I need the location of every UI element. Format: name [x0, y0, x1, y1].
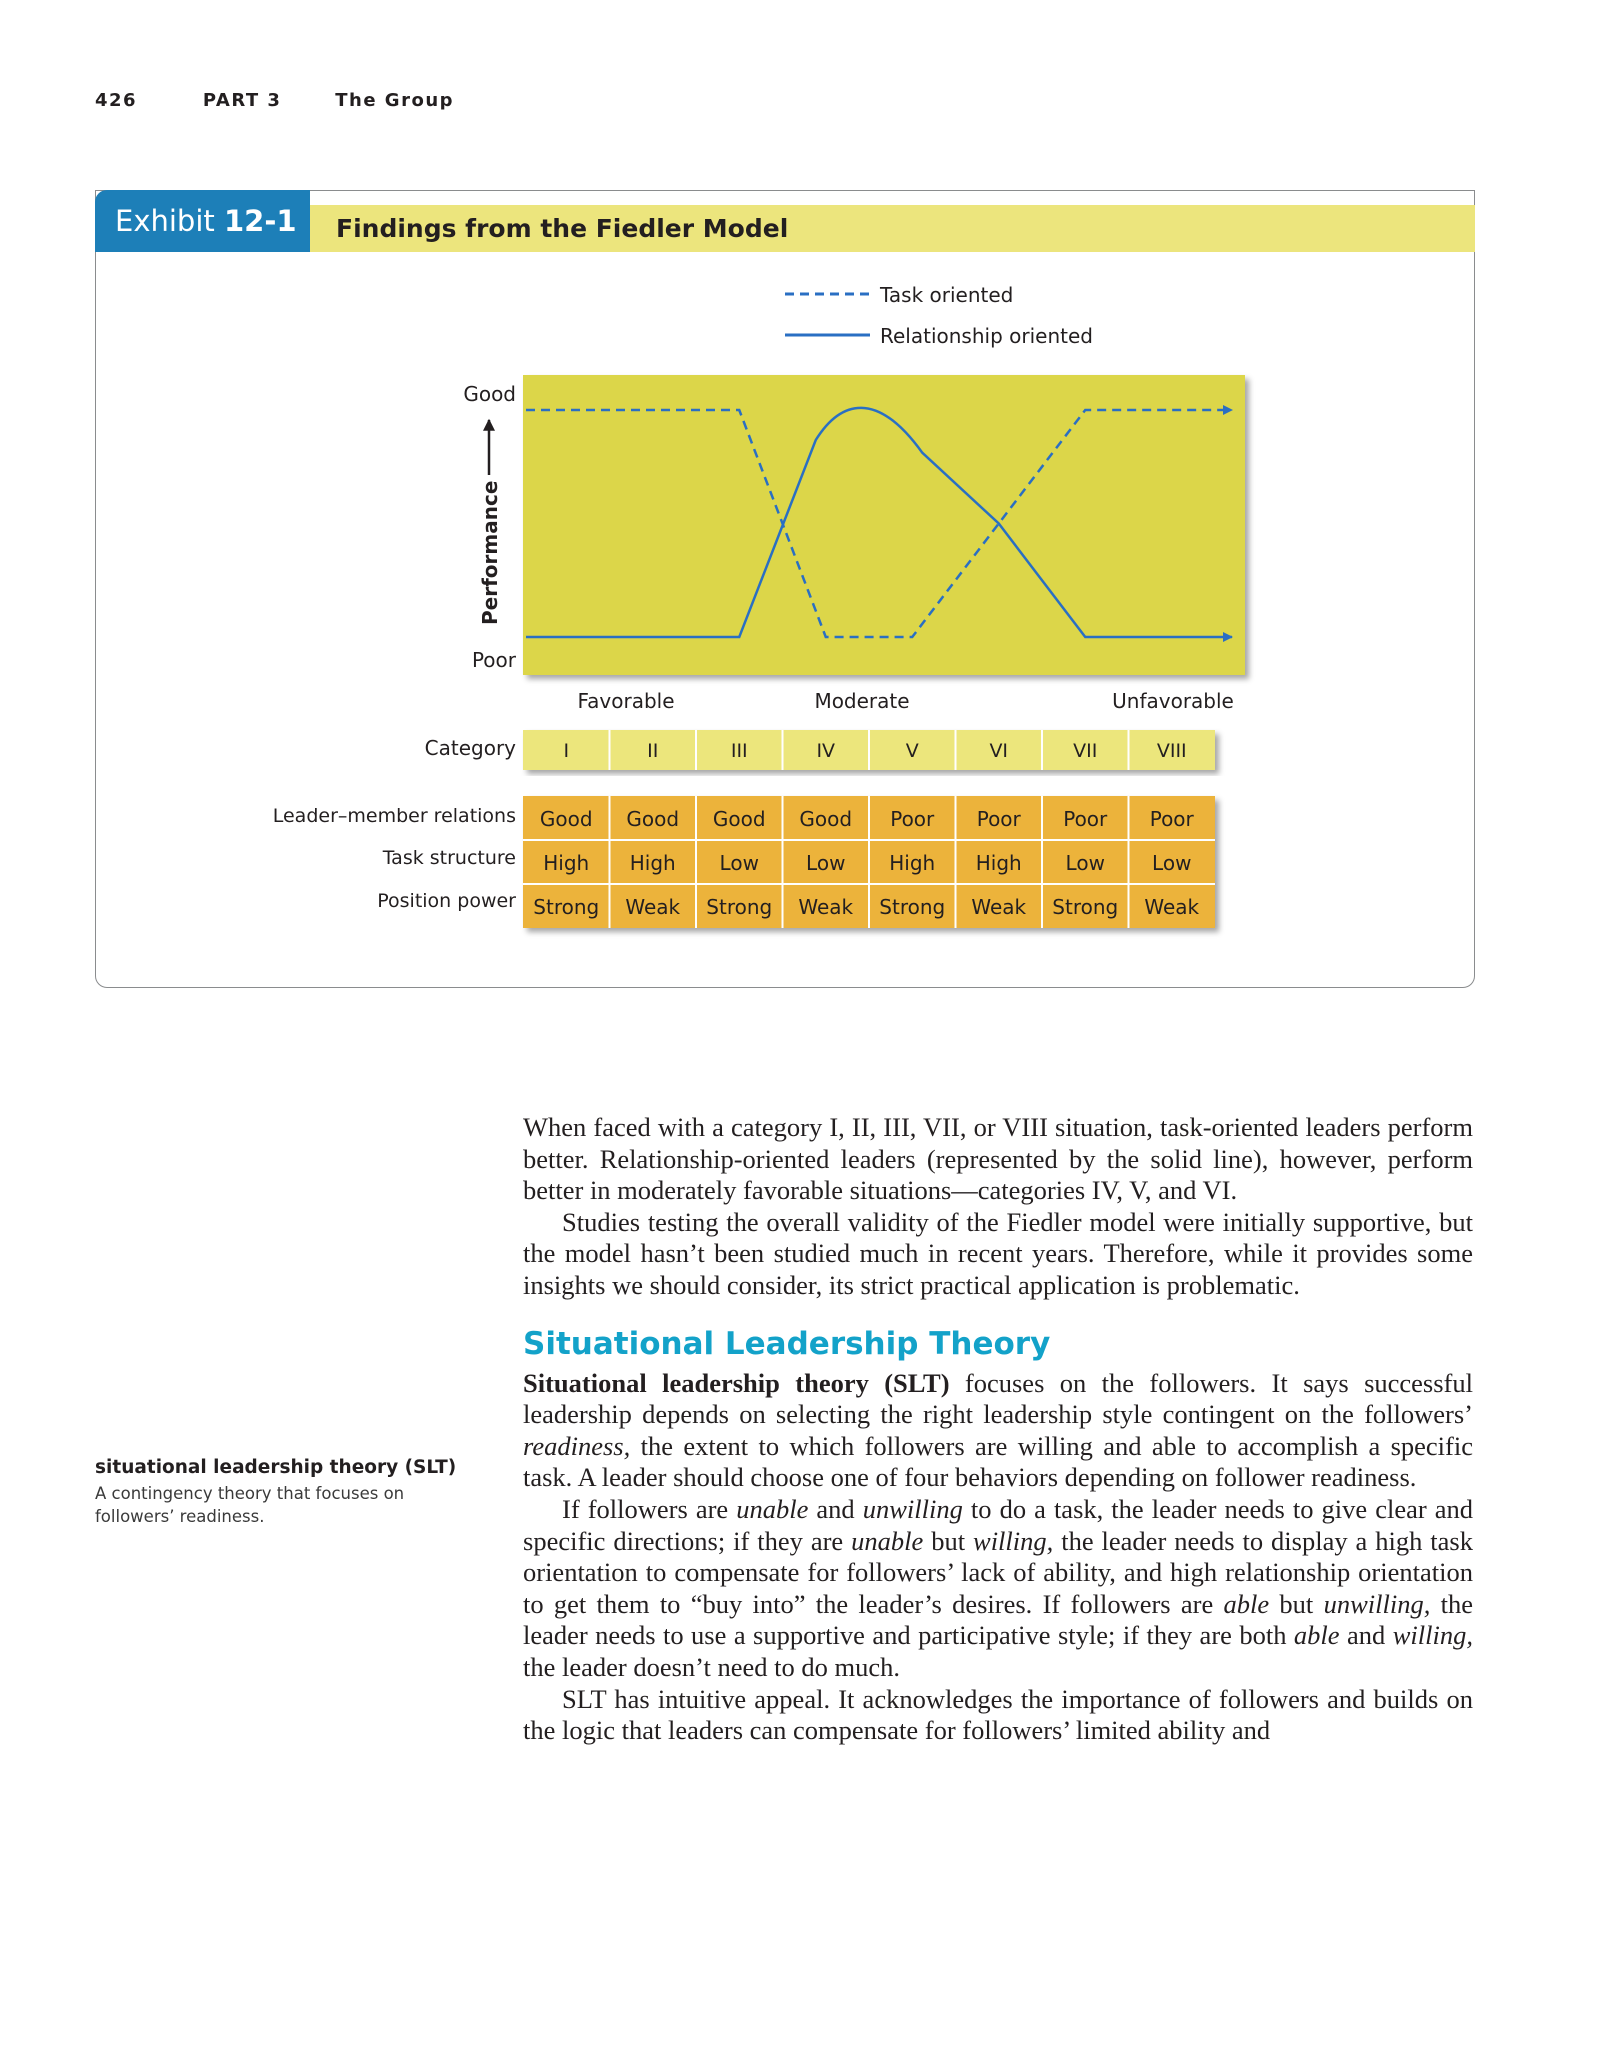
- table-row-label-power: Position power: [377, 890, 516, 912]
- table-cell: High: [889, 851, 936, 875]
- category-label: III: [730, 740, 748, 762]
- exhibit-title: Findings from the Fiedler Model: [310, 205, 1475, 252]
- legend-task-label: Task oriented: [880, 283, 1014, 307]
- text-run: the leader needs to display a high task orientation to compensate for followers’ lack of ability, and high relationship orientation to get them to “buy into” the leader’s desires. If followers are: [523, 1525, 1473, 1619]
- text-run: the extent to which followers are willing and able to accomplish a specific task. A leader should choose one of four behaviors depending on follower readiness.: [523, 1430, 1473, 1493]
- y-bottom-label: Poor: [471, 648, 516, 672]
- chart-legend: [785, 283, 1093, 348]
- table-cell: High: [543, 851, 590, 875]
- paragraph: SLT has intuitive appeal. It acknowledges the importance of followers and builds on the logic that leaders can compensate for followers’ limited ability and: [523, 1683, 1473, 1746]
- section-heading: Situational Leadership Theory: [523, 1325, 1051, 1362]
- table-cell: Strong: [706, 895, 773, 919]
- table-cell: Good: [712, 807, 766, 831]
- emphasis: willing,: [1392, 1620, 1473, 1651]
- exhibit-label-prefix: Exhibit: [115, 204, 215, 238]
- glossary-definition: A contingency theory that focuses on followers’ readiness.: [95, 1484, 405, 1526]
- table-cell: Weak: [1144, 895, 1200, 919]
- table-row-label-structure: Task structure: [382, 847, 516, 869]
- y-top-label: Good: [463, 382, 516, 406]
- legend-relationship-label: Relationship oriented: [880, 324, 1093, 348]
- paragraph: [523, 1494, 1473, 1684]
- emphasis: unable: [851, 1525, 924, 1556]
- glossary-term: situational leadership theory (SLT): [95, 1457, 457, 1478]
- plot-area: [523, 375, 1245, 675]
- category-label: VII: [1073, 740, 1098, 762]
- emphasis: unable: [736, 1493, 809, 1524]
- part-title: The Group: [335, 90, 455, 111]
- category-label: VI: [989, 740, 1009, 762]
- table-cell: Poor: [1149, 807, 1194, 831]
- paragraph: When faced with a category I, II, III, VII, or VIII situation, task-oriented leaders perform better. Relationship-oriented leaders (represented by the solid line), however, perform better in moderately favorable situations—categories IV, V, and VI.: [523, 1112, 1473, 1206]
- text-run: and: [1339, 1620, 1393, 1651]
- table-row-label-relations: Leader–member relations: [272, 805, 516, 827]
- emphasis: readiness,: [523, 1430, 631, 1461]
- category-label: VIII: [1156, 740, 1187, 762]
- text-run: focuses on the followers. It says successful leadership depends on selecting the right leadership style contingent on the followers’: [523, 1367, 1473, 1430]
- text-run: but: [1269, 1588, 1324, 1619]
- table-cell: Low: [1065, 851, 1105, 875]
- category-label: V: [905, 740, 919, 762]
- table-cell: Good: [539, 807, 593, 831]
- text-run: the leader needs to use a supportive and participative style; if they are both: [523, 1588, 1473, 1651]
- table-cell: Weak: [798, 895, 854, 919]
- paragraph: Studies testing the overall validity of the Fiedler model were initially supportive, but the model hasn’t been studied much in recent years. Therefore, while it provides some insights we should consider, its strict practical application is problematic.: [523, 1206, 1473, 1300]
- category-label: I: [563, 740, 570, 762]
- text-run: If followers are: [562, 1493, 737, 1524]
- exhibit-label-number: 12-1: [223, 204, 297, 238]
- emphasis: able: [1223, 1588, 1270, 1619]
- table-cell: Strong: [1052, 895, 1119, 919]
- margin-glossary: [95, 1457, 475, 1528]
- emphasis: unwilling: [862, 1493, 963, 1524]
- y-axis-label: Performance: [478, 480, 502, 625]
- table-cell: Strong: [533, 895, 600, 919]
- text-run: and: [808, 1493, 863, 1524]
- table-cell: Low: [806, 851, 846, 875]
- emphasis: unwilling,: [1323, 1588, 1431, 1619]
- situation-table: [523, 796, 1215, 928]
- table-cell: Weak: [971, 895, 1027, 919]
- text-run: the leader doesn’t need to do much.: [523, 1651, 901, 1682]
- table-cell: Strong: [879, 895, 946, 919]
- moderate-label: Moderate: [814, 689, 910, 713]
- key-term: Situational leadership theory (SLT): [523, 1367, 950, 1398]
- table-cell: Weak: [625, 895, 681, 919]
- unfavorable-label: Unfavorable: [1112, 689, 1234, 713]
- emphasis: able: [1293, 1620, 1340, 1651]
- table-cell: Low: [1152, 851, 1192, 875]
- table-cell: Good: [626, 807, 680, 831]
- table-cell: Poor: [976, 807, 1021, 831]
- category-label: IV: [816, 740, 836, 762]
- category-row: [523, 730, 1215, 770]
- part-label: PART 3: [202, 90, 282, 111]
- table-cell: Poor: [1063, 807, 1108, 831]
- page-number: 426: [95, 90, 138, 111]
- table-cell: Poor: [890, 807, 935, 831]
- fiedler-chart: [0, 0, 1600, 1000]
- body-text: [523, 1112, 1473, 1747]
- text-run: to do a task, the leader needs to give clear and specific directions; if they are: [523, 1493, 1474, 1556]
- favorable-label: Favorable: [577, 689, 675, 713]
- table-cell: High: [975, 851, 1022, 875]
- table-cell: Low: [719, 851, 759, 875]
- table-cell: Good: [799, 807, 853, 831]
- category-label: II: [647, 740, 659, 762]
- text-run: but: [923, 1525, 974, 1556]
- table-cell: High: [629, 851, 676, 875]
- category-row-label: Category: [424, 736, 516, 760]
- emphasis: willing,: [973, 1525, 1054, 1556]
- paragraph: [523, 1368, 1473, 1494]
